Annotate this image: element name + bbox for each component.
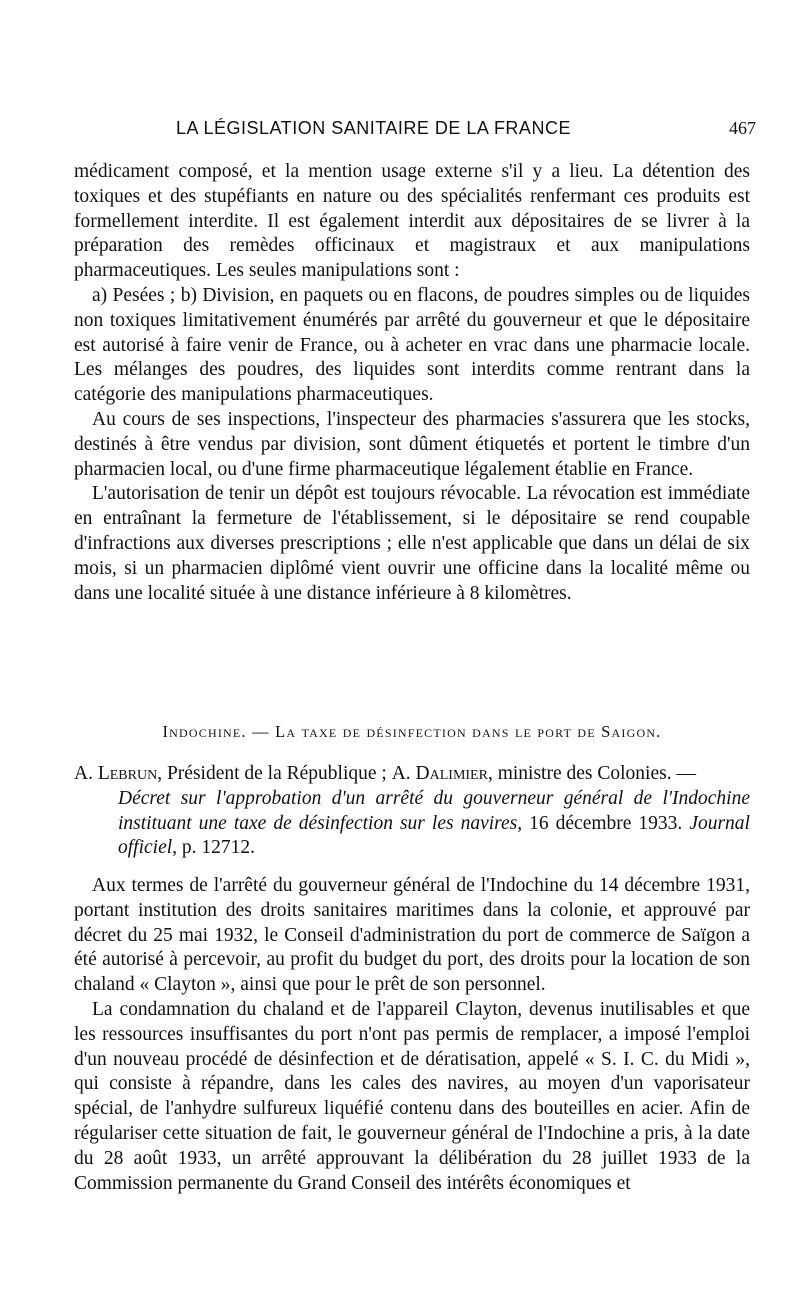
paragraph: médicament composé, et la mention usage externe s'il y a lieu. La détention des toxiques et des stupéfiants en nature ou des spécialités renfermant ces produits est formellement interdite. Il est également interdit aux dépositaires de se livrer à la préparation des remèdes officinaux et magistraux et aux manipulations pharmaceutiques. Les seules manipulations sont : [74,161,750,282]
author-name: A. Lebrun [74,763,158,784]
decree-authors [74,762,750,787]
paragraph: La condamnation du chaland et de l'appareil Clayton, devenus inutilisables et que les ressources insuffisantes du port n'ont pas permis de remplacer, a imposé l'emploi d'un nouveau procédé de désinfection et de dératisation, appelé « S. I. C. du Midi », qui consiste à répandre, dans les cales des navires, au moyen d'un vaporisateur spécial, de l'anhydre sulfureux liquéfié contenu dans des bouteilles en acier. Afin de régulariser cette situation de fait, le gouverneur général de l'Indochine a pris, à la date du 28 août 1933, un arrêté approuvant la délibération du 28 juillet 1933 de la Commission permanente du Grand Conseil des intérêts économiques et [74,998,750,1194]
paragraph: Aux termes de l'arrêté du gouverneur général de l'Indochine du 14 décembre 1931, portant institution des droits sanitaires maritimes dans la colonie, et approuvé par décret du 25 mai 1932, le Conseil d'administration du port de commerce de Saïgon a été autorisé à percevoir, au profit du budget du port, des droits pour la location de son chaland « Clayton », ainsi que pour le prêt de son personnel. [74,875,750,996]
running-title: LA LÉGISLATION SANITAIRE DE LA FRANCE [176,118,571,138]
text-block-bottom [74,874,750,1196]
decree-details [74,787,750,861]
author-role: , Président de la République ; [157,763,392,784]
text-block-top [74,160,750,606]
paragraph: a) Pesées ; b) Division, en paquets ou en flacons, de poudres simples ou de liquides non toxiques limitativement énumérés par arrêté du gouverneur et que le dépositaire est autorisé à faire venir de France, ou à acheter en vrac dans une pharmacie locale. Les mélanges des poudres, des liquides sont interdits comme rentrant dans la catégorie des manipulations pharmaceutiques. [74,284,750,406]
decree-date: , 16 décembre 1933. [517,812,690,834]
paragraph: Au cours de ses inspections, l'inspecteur des pharmacies s'assurera que les stocks, destinés à être vendus par division, sont dûment étiquetés et portent le timbre d'un pharmacien local, ou d'une firme pharmaceutique légalement établie en France. [74,408,750,480]
author-role: , ministre des Colonies. — [487,763,696,784]
page-number: 467 [729,118,756,138]
paragraph: L'autorisation de tenir un dépôt est toujours révocable. La révocation est immédiate en entraînant la fermeture de l'établissement, si le dépositaire se rend coupable d'infractions aux diverses prescriptions ; elle n'est applicable que dans un délai de six mois, si un pharmacien diplômé vient ouvrir une officine dans la localité même ou dans une localité située à une distance inférieure à 8 kilomètres. [74,483,750,604]
page-header [176,118,756,146]
author-name: A. Dalimier [391,763,488,784]
decree-title: Décret sur l'approbation d'un arrêté du gouverneur général de l'Indochine instituant une taxe de désinfection sur les navires [118,787,750,834]
section-heading: Indochine. — La taxe de désinfection dans le port de Saigon. [162,722,662,741]
journal-page: , p. 12712. [172,837,256,859]
decree-citation [74,762,750,861]
journal-name: Journal officiel [118,812,750,859]
